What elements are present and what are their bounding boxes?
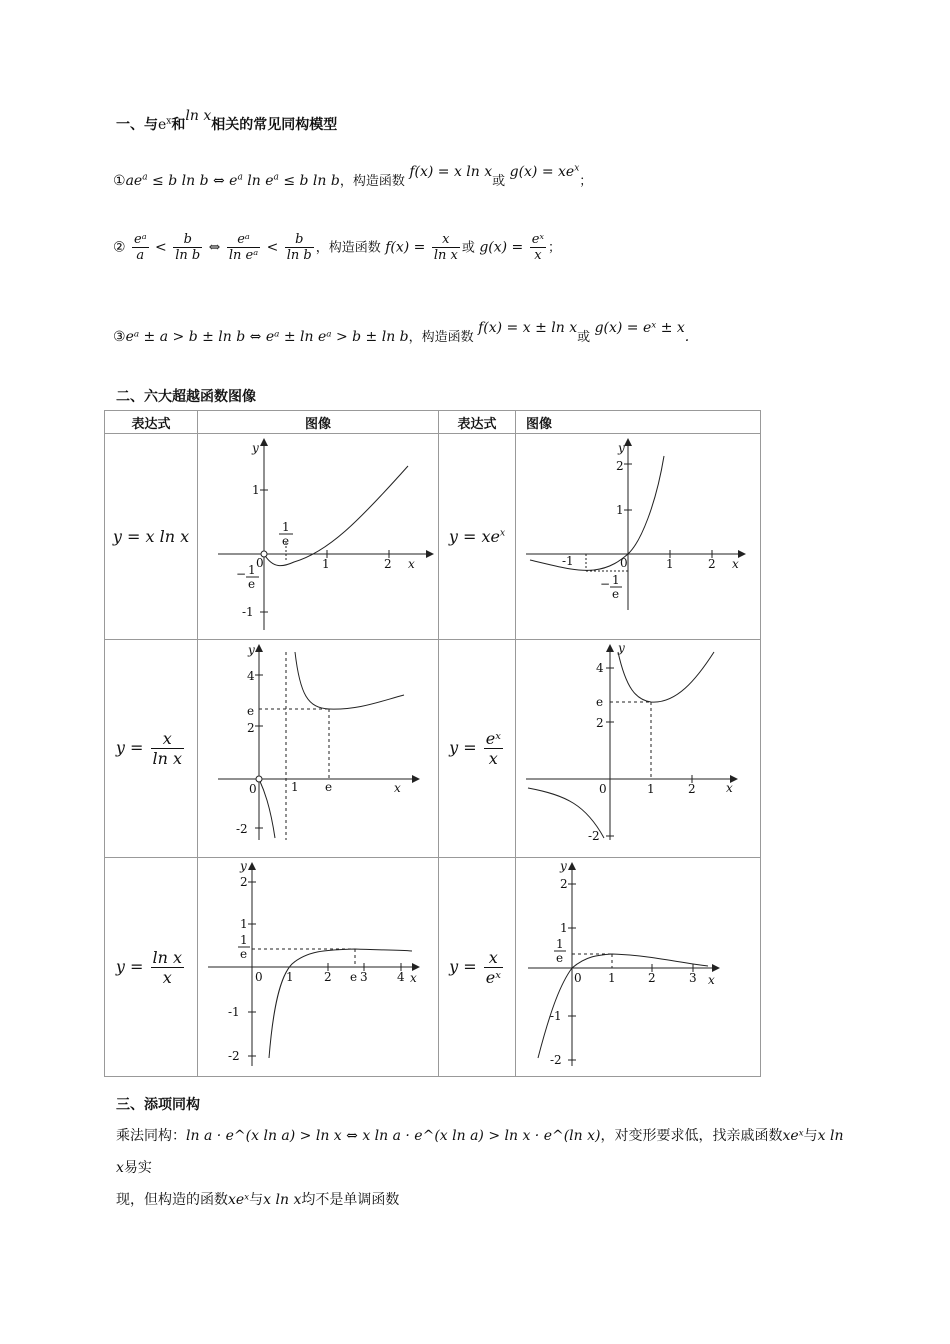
frac <box>285 232 314 263</box>
tick-label: -1 <box>550 1009 562 1023</box>
tick-label: 2 <box>247 721 255 735</box>
model-1 <box>113 163 593 189</box>
title-ex <box>158 117 171 133</box>
header-graph: 图像 <box>516 411 761 434</box>
num: b <box>295 232 304 247</box>
graph-xlnx <box>198 434 438 635</box>
y-label: y <box>252 441 259 455</box>
header-expr: 表达式 <box>439 411 516 434</box>
den: x <box>151 967 185 987</box>
origin-label: 0 <box>249 782 257 796</box>
text: 均不是单调函数 <box>301 1192 400 1208</box>
num: eˣ <box>485 729 501 748</box>
tick-label: 1 <box>282 520 290 534</box>
frac <box>151 948 185 987</box>
tick-label: − <box>600 577 611 591</box>
section1-title <box>116 108 338 134</box>
header-graph: 图像 <box>198 411 439 434</box>
iff: ⇔ <box>208 239 221 256</box>
tick-label: 2 <box>648 971 656 985</box>
x-label: x <box>408 557 415 571</box>
lt: < <box>155 239 167 256</box>
title-and: 和 <box>171 117 186 133</box>
x-label: x <box>394 781 401 795</box>
frac <box>132 232 149 263</box>
table-row <box>105 640 761 858</box>
model1-rhs: ≤ b ln b <box>283 173 340 189</box>
header-expr: 表达式 <box>105 411 198 434</box>
tick-label: 1 <box>286 970 294 984</box>
tick-label: -1 <box>228 1005 240 1019</box>
expr-text: y = xe <box>448 527 501 546</box>
graph-cell <box>198 858 439 1077</box>
y-label: y <box>618 441 625 455</box>
tick-label: e <box>596 695 604 709</box>
den: ln x <box>152 749 183 768</box>
graph-lnx-over-x <box>198 858 438 1072</box>
tick-label: 2 <box>240 875 248 889</box>
text: 与 <box>803 1128 818 1144</box>
tick-label: 2 <box>616 459 624 473</box>
end-text: ； <box>548 240 562 256</box>
end-text: . <box>684 329 690 345</box>
title-prefix: 一、与 <box>116 117 158 133</box>
section3-paragraph <box>116 1120 846 1216</box>
tick-label: e <box>247 704 255 718</box>
expr-ex-over-x <box>439 640 516 858</box>
y-label: y <box>248 643 255 657</box>
expr-lhs: y = <box>115 738 144 757</box>
y-label: y <box>618 641 625 655</box>
x-arrow <box>426 550 434 558</box>
model3-f: f(x) = x ± ln x <box>478 320 578 336</box>
frac <box>227 232 260 263</box>
model3-text: eᵃ ± a > b ± ln b ⇔ eᵃ ± ln eᵃ > b ± ln b <box>125 329 409 345</box>
tick-label: 2 <box>688 782 696 796</box>
ex-sup: x <box>166 116 172 127</box>
tick-label: 1 <box>291 780 299 794</box>
tick-label: 1 <box>556 937 564 951</box>
tick-label: -1 <box>242 605 254 619</box>
tick-label: 1 <box>240 917 248 931</box>
g-text: g(x) = xe <box>509 164 575 180</box>
x-label: x <box>708 973 715 987</box>
tick-label: e <box>240 947 248 961</box>
frac <box>530 232 546 263</box>
model-2 <box>113 232 561 263</box>
tick-label: 1 <box>666 557 674 571</box>
y-arrow <box>624 438 632 446</box>
x-arrow <box>738 550 746 558</box>
model1-lhs: ae <box>125 173 143 189</box>
lt: < <box>266 239 279 256</box>
y-label: y <box>560 859 567 873</box>
sup: a <box>237 172 243 183</box>
table-row <box>105 858 761 1077</box>
text: 与 <box>249 1192 264 1208</box>
x-arrow <box>412 775 420 783</box>
graph-xex <box>516 434 750 635</box>
tick-label: e <box>556 951 564 965</box>
expr-x-over-ex <box>439 858 516 1077</box>
construct-text: ，构造函数 <box>315 240 381 256</box>
expr-xex <box>439 434 516 640</box>
expr-lhs: y = <box>449 956 477 976</box>
y-arrow <box>568 862 576 870</box>
frac <box>151 729 185 768</box>
ex-base: e <box>158 117 167 133</box>
tick-label: e <box>612 587 620 601</box>
x-arrow <box>712 964 720 972</box>
expr-lhs: y = <box>449 738 477 757</box>
y-arrow <box>255 644 263 652</box>
model-3 <box>113 320 690 345</box>
model-index: ② <box>113 239 126 256</box>
curve-x-over-ex <box>538 954 708 1058</box>
y-label: y <box>240 859 247 873</box>
curve-xex <box>530 456 664 570</box>
model3-g: g(x) = eˣ ± x <box>594 320 685 336</box>
tick-label: 2 <box>324 970 332 984</box>
tick-label: − <box>236 567 247 581</box>
graph-ex-over-x <box>516 640 750 853</box>
tick-label: -2 <box>550 1053 562 1067</box>
tick-label: -2 <box>228 1049 240 1063</box>
tick-label: 2 <box>384 557 392 571</box>
tick-label: 1 <box>612 573 620 587</box>
curve-lnx-over-x <box>269 949 412 1058</box>
den: eˣ <box>485 967 501 987</box>
expr-text: y = x ln x <box>112 527 190 546</box>
y-arrow <box>260 438 268 446</box>
num: x <box>488 947 498 967</box>
model1-rel: ≤ b ln b ⇔ e <box>152 173 238 189</box>
func: xeˣ <box>782 1128 804 1144</box>
tick-label: 1 <box>240 933 248 947</box>
function-table <box>104 410 761 1077</box>
graph-cell <box>198 434 439 640</box>
y-arrow <box>606 644 614 652</box>
num: b <box>183 232 192 247</box>
y-arrow <box>248 862 256 870</box>
tick-label: -2 <box>236 822 248 836</box>
tick-label: 3 <box>689 971 697 985</box>
table-header-row <box>105 411 761 434</box>
frac <box>432 232 460 263</box>
paragraph-line-2 <box>116 1184 846 1216</box>
graph-cell <box>516 434 761 640</box>
tick-label: 3 <box>360 970 368 984</box>
tick-label: e <box>282 534 290 548</box>
tick-label: -2 <box>588 829 600 843</box>
graph-x-over-ex <box>516 858 750 1072</box>
section3-title: 三、添项同构 <box>116 1097 200 1113</box>
model-index: ③ <box>113 329 126 345</box>
num: eᵃ <box>134 232 147 247</box>
num: eˣ <box>531 232 545 247</box>
x-arrow <box>412 963 420 971</box>
or-text: 或 <box>492 174 506 189</box>
den: ln eᵃ <box>228 248 259 263</box>
origin-label: 0 <box>599 782 607 796</box>
graph-cell <box>516 640 761 858</box>
or-text: 或 <box>461 240 475 256</box>
formula: ln a · e^(x ln a) > ln x ⇔ x ln a · e^(x ln a) > ln x · e^(ln x) <box>186 1128 601 1144</box>
den: x <box>484 748 503 768</box>
den: ln x <box>433 248 458 263</box>
tick-label: 1 <box>252 483 260 497</box>
frac <box>484 948 503 987</box>
origin-label: 0 <box>620 556 628 570</box>
construct-text: ，构造函数 <box>339 174 405 189</box>
tick-label: 1 <box>647 782 655 796</box>
x-label: x <box>726 781 733 795</box>
text: 易实 <box>123 1160 152 1176</box>
expr-x-over-lnx <box>105 640 198 858</box>
tick-label: 1 <box>608 971 616 985</box>
tick-label: 4 <box>247 669 255 683</box>
graph-cell <box>198 640 439 858</box>
tick-label: e <box>325 780 333 794</box>
func: x ln x <box>263 1192 302 1208</box>
model1-mid: ln e <box>247 173 274 189</box>
model-index: ① <box>113 173 126 189</box>
expr-lnx-over-x <box>105 858 198 1077</box>
model1-g <box>510 164 580 180</box>
num: ln x <box>152 947 183 967</box>
x-label: x <box>410 971 417 985</box>
tick-label: 1 <box>616 503 624 517</box>
origin-label: 0 <box>574 971 582 985</box>
tick-label: 2 <box>560 877 568 891</box>
sup: a <box>273 172 279 183</box>
sup: x <box>574 163 580 174</box>
construct-text: ，构造函数 <box>408 330 474 345</box>
curve-left-branch <box>259 779 275 838</box>
x-label: x <box>732 557 739 571</box>
tick-label: 4 <box>596 661 604 675</box>
f-lhs: f(x) = <box>385 239 426 256</box>
den: ln b <box>286 248 312 263</box>
frac <box>484 729 503 768</box>
tick-label: 1 <box>248 563 256 577</box>
tick-label: e <box>248 577 256 591</box>
paragraph-line-1 <box>116 1120 846 1184</box>
frac <box>173 232 202 263</box>
origin-label: 0 <box>256 556 264 570</box>
section2-title: 二、六大超越函数图像 <box>116 389 256 405</box>
expr-xlnx <box>105 434 198 640</box>
den: x <box>530 247 546 263</box>
tick-label: 2 <box>596 716 604 730</box>
den: ln b <box>175 248 201 263</box>
model1-f: f(x) = x ln x <box>409 164 493 180</box>
tick-label: 1 <box>322 557 330 571</box>
expr-lhs: y = <box>115 956 144 976</box>
den: a <box>132 247 149 263</box>
graph-x-over-lnx <box>198 640 438 853</box>
num: eᵃ <box>237 232 250 247</box>
curve-right-branch <box>618 652 714 702</box>
title-lnx: ln x <box>185 108 212 124</box>
graph-cell <box>516 858 761 1077</box>
sup: a <box>142 172 148 183</box>
end-text: ； <box>579 174 593 189</box>
tick-label: e <box>350 970 358 984</box>
text: ，对变形要求低，找亲戚函数 <box>600 1128 783 1144</box>
open-point <box>256 776 262 782</box>
tick-label: -1 <box>562 554 574 568</box>
or-text: 或 <box>577 330 591 345</box>
tick-label: 1 <box>560 921 568 935</box>
func: x ln x <box>116 1128 844 1176</box>
tick-label: 4 <box>397 970 405 984</box>
func: xeˣ <box>228 1192 250 1208</box>
curve-right-branch <box>295 652 404 709</box>
g-lhs: g(x) = <box>479 239 524 256</box>
table-row <box>105 434 761 640</box>
sup: x <box>500 528 506 539</box>
tick-label: 2 <box>708 557 716 571</box>
title-suffix: 相关的常见同构模型 <box>211 117 338 133</box>
num: x <box>162 729 172 748</box>
num: x <box>442 232 450 247</box>
origin-label: 0 <box>255 970 263 984</box>
label: 乘法同构： <box>116 1128 186 1144</box>
text: 现，但构造的函数 <box>116 1192 228 1208</box>
